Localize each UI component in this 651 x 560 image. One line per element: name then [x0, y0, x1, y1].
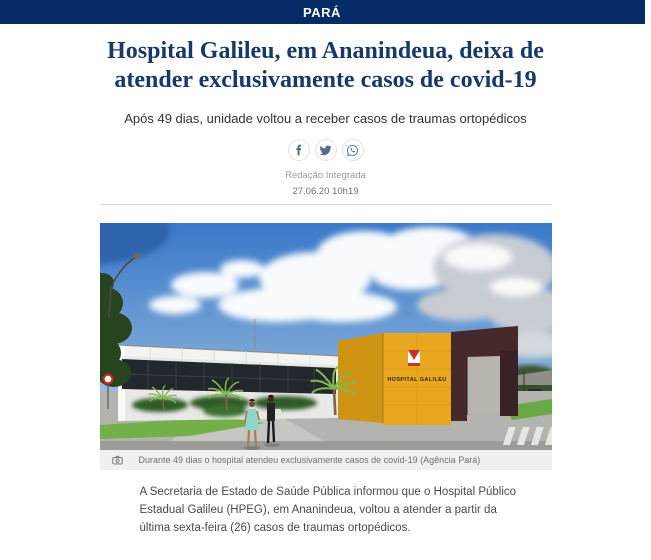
article-title: Hospital Galileu, em Ananindeua, deixa de atender exclusivamente casos de covid-19: [107, 38, 544, 93]
photo-caption: [100, 450, 552, 470]
photo-caption-text: Durante 49 dias o hospital atendeu exclusivamente casos de covid-19 (Agência Pará): [138, 455, 481, 465]
byline: Redação Integrada: [285, 170, 366, 181]
article-photo: [100, 223, 552, 470]
article-subtitle: Após 49 dias, unidade voltou a receber casos de traumas ortopédicos: [124, 111, 527, 126]
facebook-icon: [293, 144, 305, 156]
hospital-sign-text: HOSPITAL GALILEU: [386, 377, 447, 383]
camera-icon: [112, 455, 123, 465]
share-twitter-button[interactable]: [315, 139, 337, 161]
section-bar[interactable]: [0, 0, 645, 24]
whatsapp-icon: [346, 144, 359, 157]
share-row: [100, 139, 552, 161]
article-content: [100, 37, 552, 537]
share-whatsapp-button[interactable]: [342, 139, 364, 161]
share-facebook-button[interactable]: [288, 139, 310, 161]
twitter-icon: [319, 144, 332, 157]
section-label[interactable]: PARÁ: [303, 4, 341, 20]
publish-datetime: 27.06.20 10h19: [292, 186, 359, 197]
divider: [100, 204, 552, 205]
article-body-paragraph: A Secretaria de Estado de Saúde Pública informou que o Hospital Público Estadual Galileu (HPEG), em Ananindeua, voltou a atender a partir da última sexta-feira (26) casos de traumas ortopédicos.: [139, 486, 517, 534]
hospital-photo-illustration: [100, 223, 552, 450]
